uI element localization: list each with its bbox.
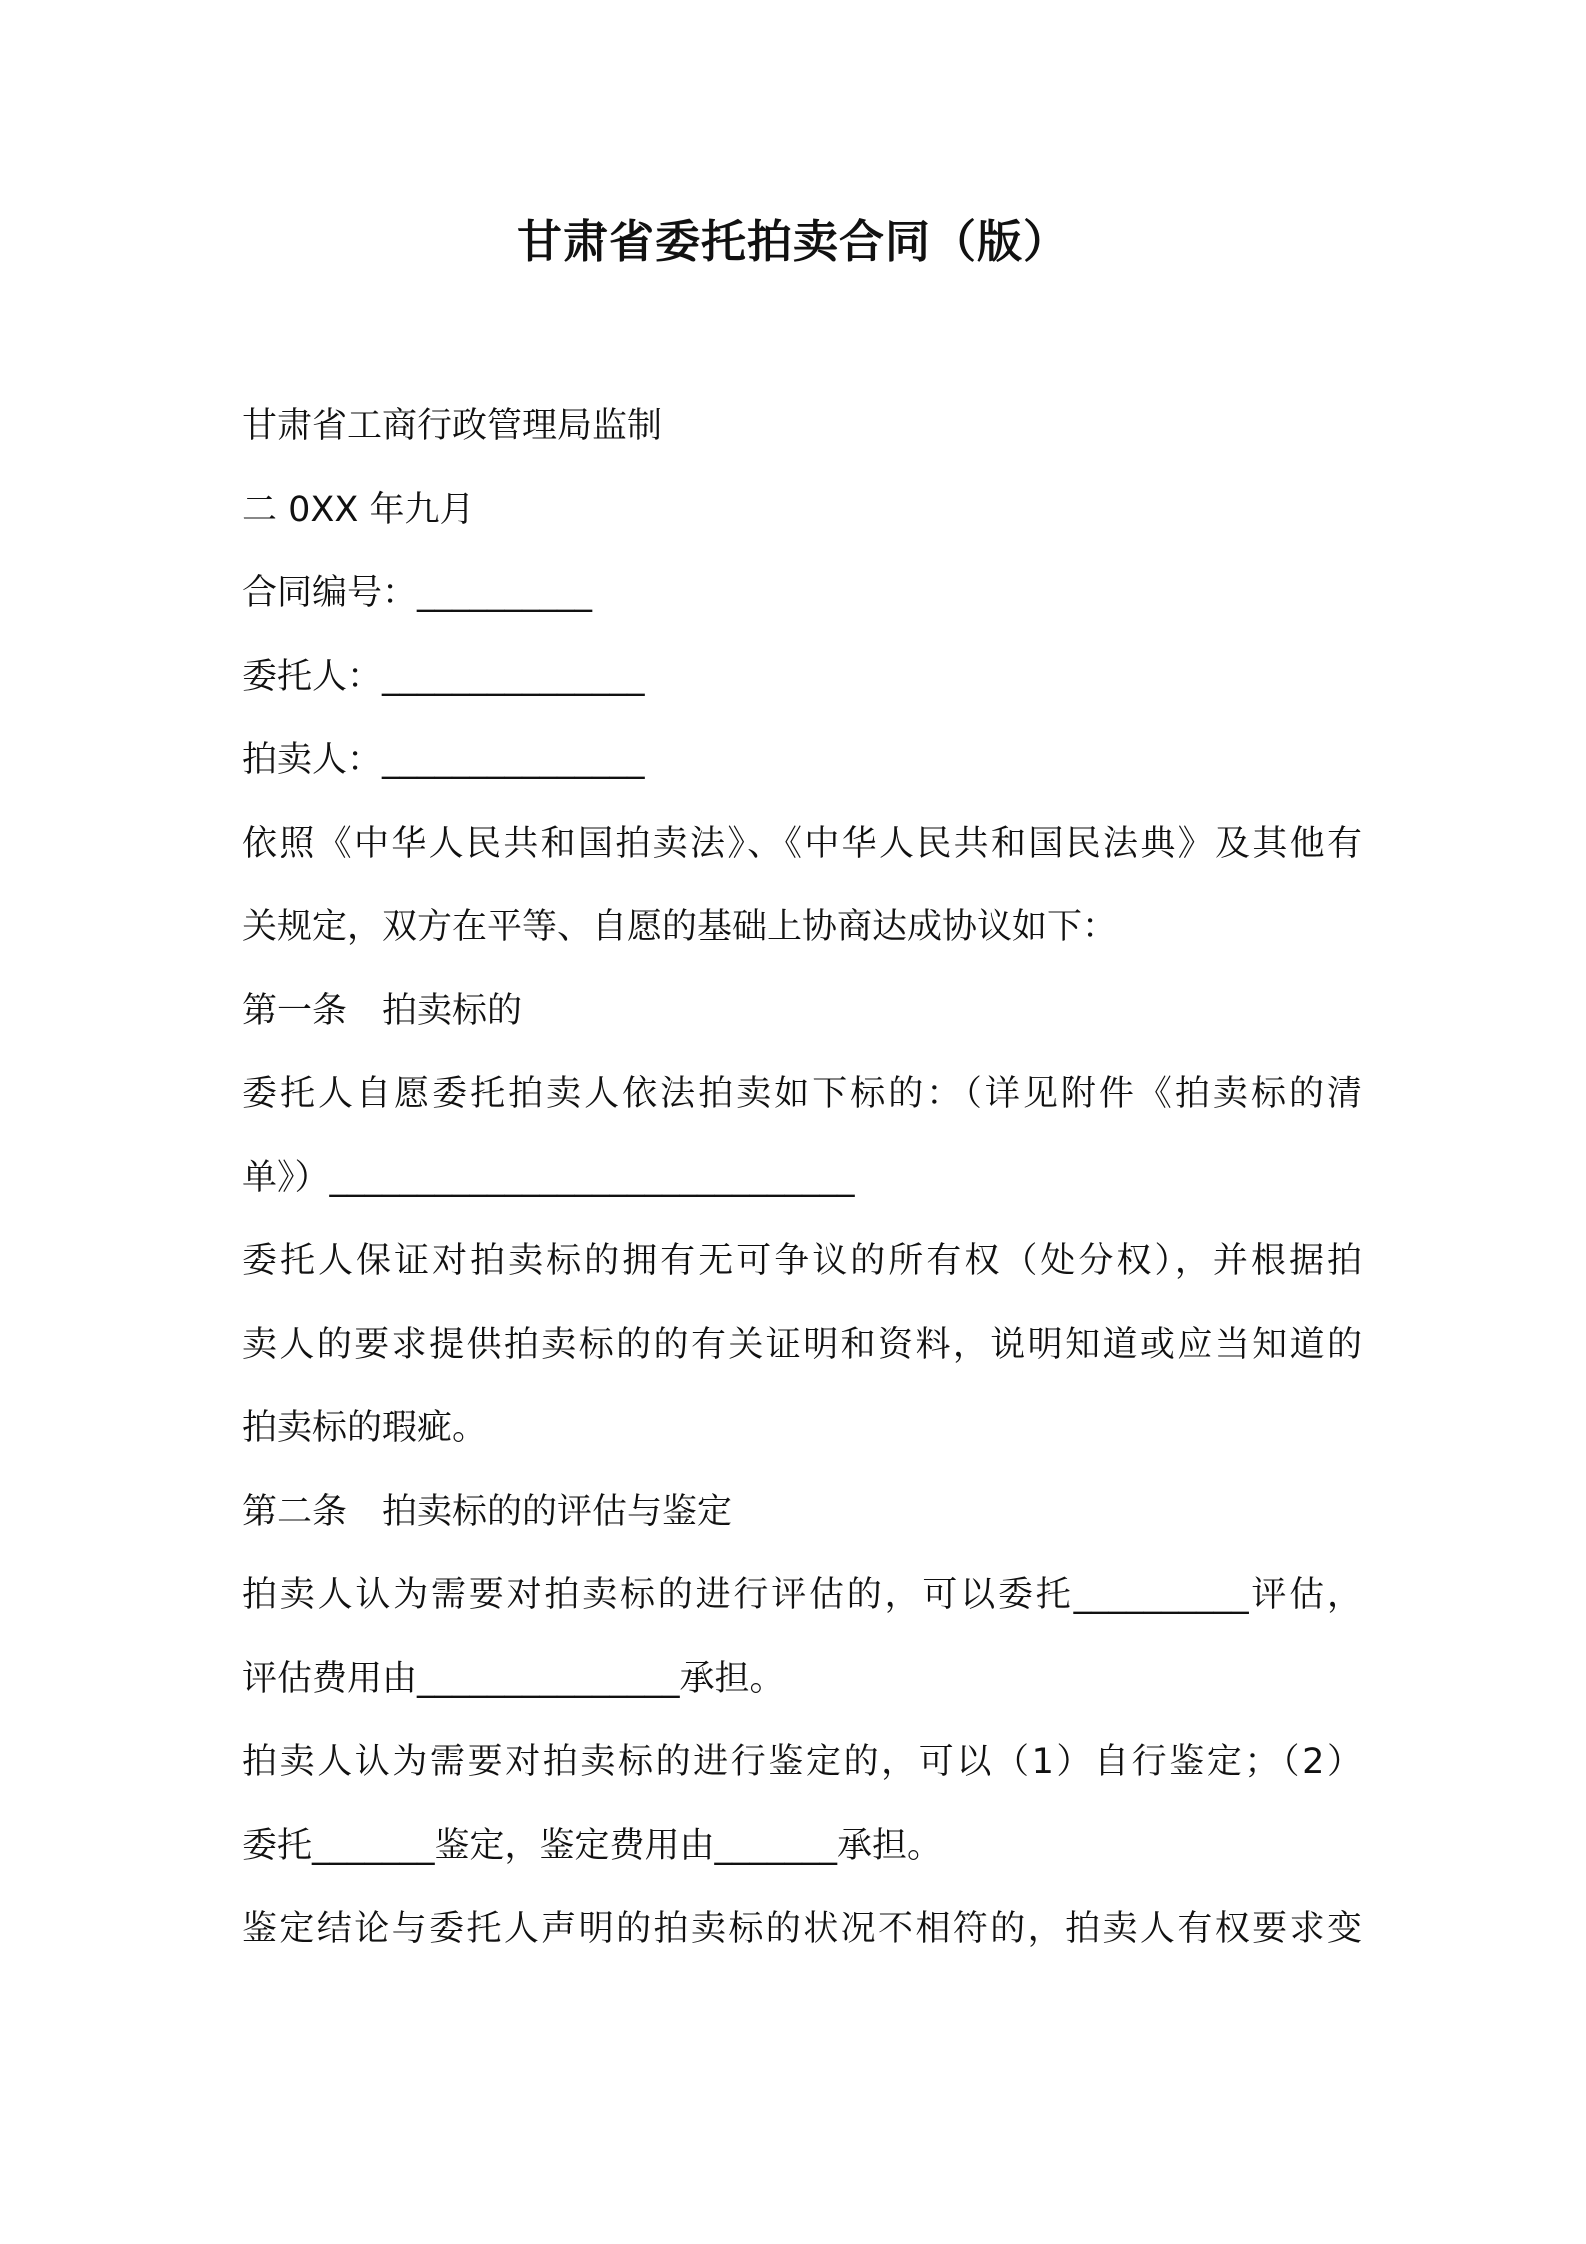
article-1-text-line-5: 拍卖标的瑕疵。: [242, 1408, 488, 1448]
article-1-text-line-1: 委托人自愿委托拍卖人依法拍卖如下标的：（详见附件《拍卖标的清: [242, 1074, 1362, 1114]
contract-number-line: 合同编号：__________: [242, 573, 593, 613]
supervisor-line: 甘肃省工商行政管理局监制: [242, 406, 663, 446]
article-1-heading: 第一条 拍卖标的: [242, 990, 523, 1031]
article-2-text-line-5: 鉴定结论与委托人声明的拍卖标的状况不相符的，拍卖人有权要求变: [242, 1909, 1362, 1949]
document-body: [242, 405, 1372, 1992]
article-1-text-line-3: 委托人保证对拍卖标的拥有无可争议的所有权（处分权），并根据拍: [242, 1241, 1362, 1281]
principal-line: 委托人：_______________: [242, 656, 645, 697]
article-1-text-line-4: 卖人的要求提供拍卖标的的有关证明和资料，说明知道或应当知道的: [242, 1324, 1362, 1365]
auctioneer-line: 拍卖人：_______________: [242, 740, 645, 780]
preamble-line-2: 关规定，双方在平等、自愿的基础上协商达成协议如下：: [242, 907, 1118, 947]
date-line: 二 0XX 年九月: [242, 489, 475, 530]
article-1-text-line-2: 单》）______________________________: [242, 1157, 855, 1198]
article-2-text-line-3: 拍卖人认为需要对拍卖标的进行鉴定的，可以（1）自行鉴定；（2）: [242, 1742, 1362, 1782]
document-title: 甘肃省委托拍卖合同（版）: [516, 215, 1069, 268]
preamble-line-1: 依照《中华人民共和国拍卖法》、《中华人民共和国民法典》及其他有: [242, 823, 1362, 864]
article-2-text-line-4: 委托_______鉴定，鉴定费用由_______承担。: [242, 1825, 943, 1866]
article-2-text-line-1: 拍卖人认为需要对拍卖标的进行评估的，可以委托__________评估，: [242, 1575, 1362, 1615]
article-2-heading: 第二条 拍卖标的的评估与鉴定: [242, 1491, 733, 1532]
article-2-text-line-2: 评估费用由_______________承担。: [242, 1658, 785, 1699]
